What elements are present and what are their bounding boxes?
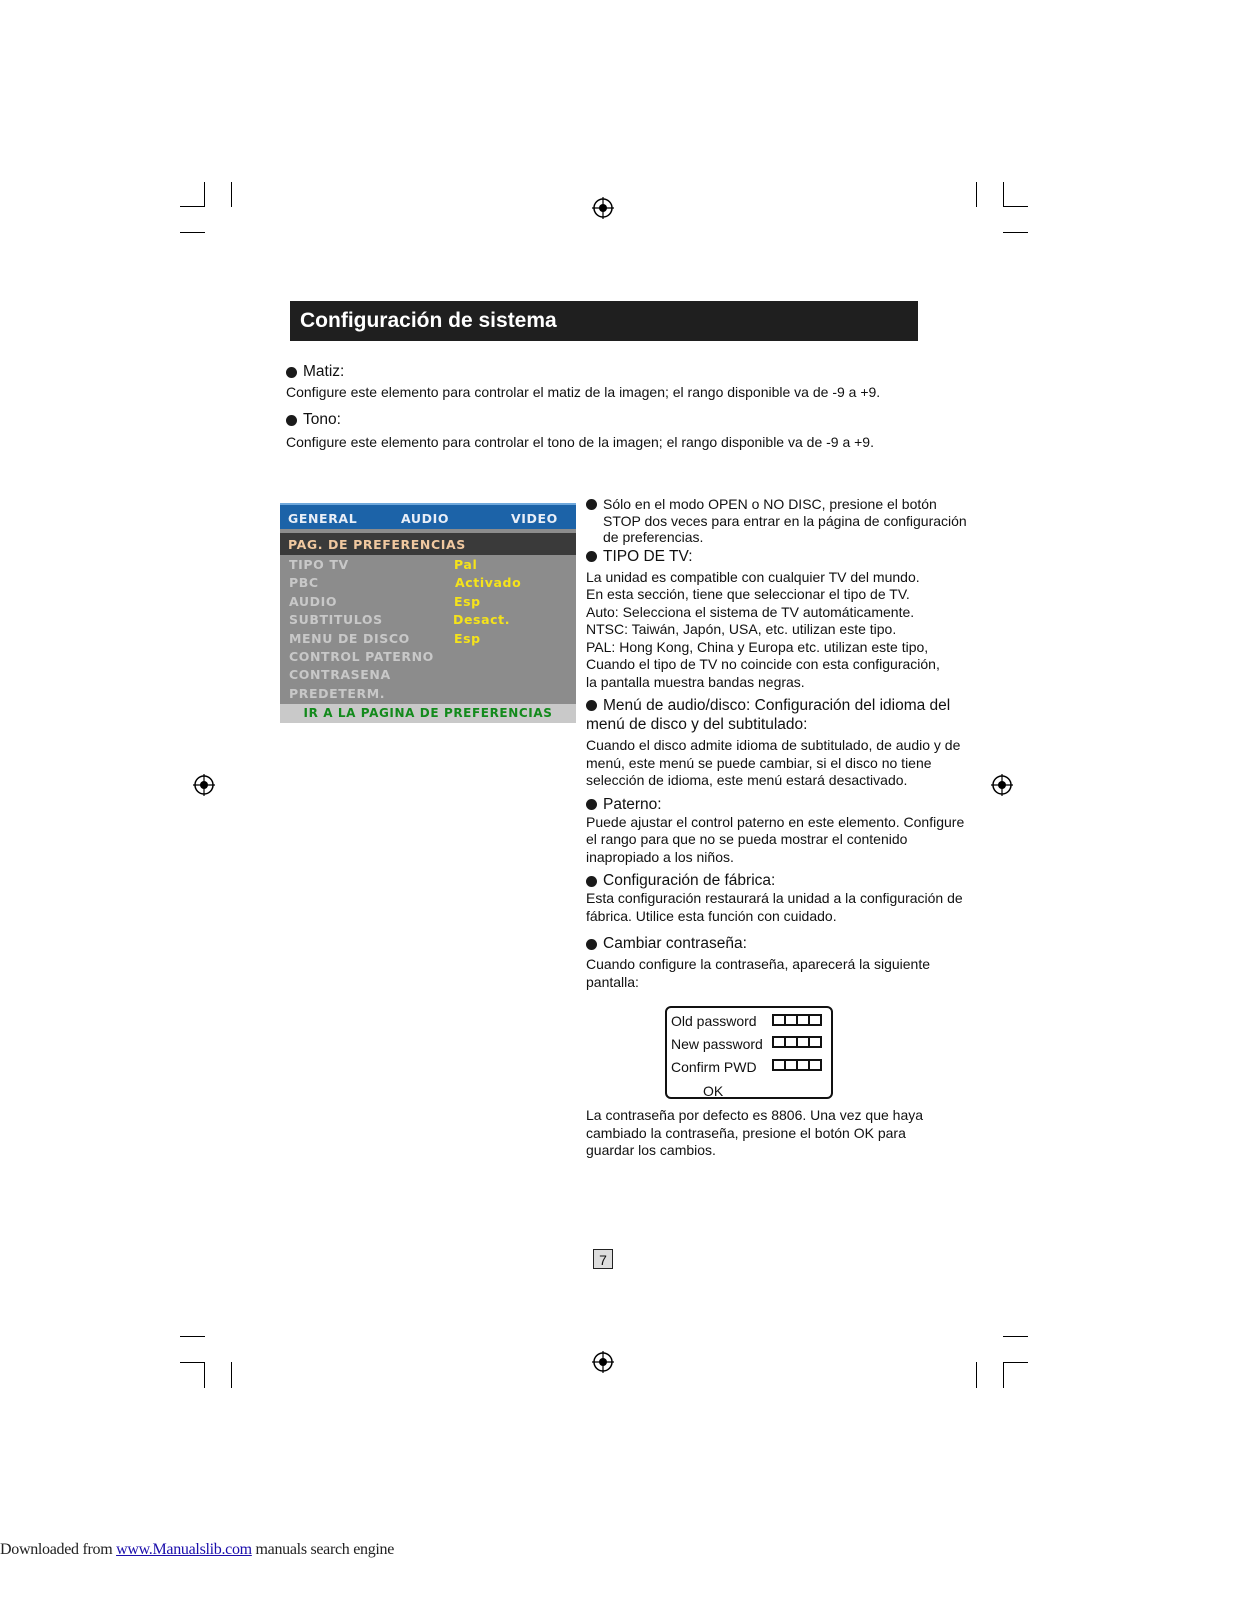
tv-line: En esta sección, tiene que seleccionar el tipo de TV. [586, 586, 910, 602]
osd-page-title [280, 533, 576, 555]
confirm-password-field[interactable] [772, 1059, 822, 1071]
osd-row-label: CONTRASENA [289, 667, 391, 682]
heading-text: Paterno: [603, 795, 662, 813]
osd-row-value: Activado [455, 575, 522, 590]
new-password-field[interactable] [772, 1036, 822, 1048]
bullet-icon [586, 876, 597, 887]
osd-row-label: AUDIO [289, 594, 338, 609]
registration-mark-icon [592, 197, 614, 219]
ok-button[interactable]: OK [703, 1083, 724, 1099]
fabrica-heading [586, 872, 971, 890]
heading-text: Cambiar contraseña: [603, 935, 747, 952]
registration-mark-icon [193, 774, 215, 796]
section-heading: Tono: [303, 411, 341, 428]
download-footer [0, 1541, 394, 1559]
tv-line: PAL: Hong Kong, China y Europa etc. utilizan este tipo, [586, 638, 929, 655]
crop-mark [180, 232, 205, 233]
tv-line: La unidad es compatible con cualquier TV del mundo. [586, 568, 920, 585]
new-password-label: New password [671, 1036, 763, 1052]
crop-mark [1003, 1362, 1028, 1363]
bullet-icon [586, 799, 597, 810]
bullet-icon [586, 551, 597, 562]
intro-paragraph [586, 496, 971, 546]
crop-mark [204, 182, 205, 207]
section-matiz [286, 363, 926, 402]
right-column [586, 496, 971, 991]
crop-mark [976, 182, 977, 207]
osd-tab-general: GENERAL [288, 511, 358, 526]
crop-mark [180, 1336, 205, 1337]
osd-row-label: PREDETERM. [289, 686, 386, 701]
section-text: Configure este elemento para controlar el tono de la imagen; el rango disponible va de -9 a +9. [286, 434, 874, 450]
tv-line: NTSC: Taiwán, Japón, USA, etc. utilizan este tipo. [586, 621, 897, 637]
osd-row-label: PBC [289, 575, 319, 590]
crop-mark [1003, 1362, 1004, 1388]
osd-tab-video: VIDEO [511, 511, 558, 526]
tv-type-list [586, 569, 971, 692]
bullet-icon [586, 499, 597, 510]
section-heading: Matiz: [303, 363, 345, 380]
tv-type-heading [586, 548, 971, 566]
osd-row-value: Pal [454, 557, 478, 572]
osd-tab-audio: AUDIO [401, 511, 450, 526]
tv-line: Auto: Selecciona el sistema de TV automáticamente. [586, 603, 915, 620]
bullet-icon [286, 367, 297, 378]
page-number: 7 [593, 1249, 613, 1269]
password-dialog [665, 1006, 833, 1099]
osd-menu-image [280, 503, 576, 723]
tv-line: Cuando el tipo de TV no coincide con esta configuración, [586, 656, 940, 672]
crop-mark [231, 1362, 232, 1388]
crop-mark [1003, 1336, 1028, 1337]
password-after-text: La contraseña por defecto es 8806. Una vez que haya cambiado la contraseña, presione el botón OK para guardar los cambios. [586, 1107, 924, 1158]
osd-footer: IR A LA PAGINA DE PREFERENCIAS [280, 704, 576, 723]
bullet-icon [586, 939, 597, 950]
osd-row-label: MENU DE DISCO [289, 631, 410, 646]
paterno-text: Puede ajustar el control paterno en este elemento. Configure el rango para que no se pueda mostrar el contenido inapropiado a los niños. [586, 813, 965, 865]
registration-mark-icon [592, 1351, 614, 1373]
fabrica-text: Esta configuración restaurará la unidad a la configuración de fábrica. Utilice esta función con cuidado. [586, 890, 963, 924]
crop-mark [976, 1362, 977, 1388]
crop-mark [180, 206, 205, 207]
osd-tab-bar [280, 503, 576, 529]
password-text: Cuando configure la contraseña, aparecerá la siguiente pantalla: [586, 956, 931, 990]
menu-text: Cuando el disco admite idioma de subtitulado, de audio y de menú, este menú se puede cambiar, si el disco no tiene selección de idioma, este menú estará desactivado. [586, 737, 961, 788]
section-tono [286, 411, 926, 452]
footer-suffix: manuals search engine [251, 1541, 395, 1558]
heading-text: TIPO DE TV: [603, 547, 693, 565]
heading-text: Configuración de fábrica: [603, 872, 776, 889]
old-password-field[interactable] [772, 1014, 822, 1026]
page-title: Configuración de sistema [290, 301, 918, 341]
crop-mark [231, 182, 232, 207]
footer-prefix: Downloaded from [0, 1541, 117, 1558]
old-password-label: Old password [671, 1013, 757, 1029]
bullet-icon [286, 415, 297, 426]
registration-mark-icon [991, 774, 1013, 796]
osd-row-value: Esp [454, 631, 481, 646]
tv-line: la pantalla muestra bandas negras. [586, 673, 805, 690]
password-heading [586, 935, 971, 953]
intro-text: Sólo en el modo OPEN o NO DISC, presione el botón STOP dos veces para entrar en la página de configuración de preferencias. [603, 496, 967, 545]
osd-page-title-text: PAG. DE PREFERENCIAS [288, 537, 466, 552]
crop-mark [1003, 232, 1028, 233]
menu-heading [586, 696, 971, 734]
osd-row-value: Desact. [453, 612, 511, 627]
crop-mark [1003, 182, 1004, 207]
paterno-heading [586, 796, 971, 814]
crop-mark [180, 1362, 205, 1363]
osd-row-label: CONTROL PATERNO [289, 649, 434, 664]
osd-row-label: TIPO TV [289, 557, 349, 572]
crop-mark [1003, 206, 1028, 207]
footer-link[interactable]: www.Manualslib.com [116, 1541, 252, 1558]
confirm-password-label: Confirm PWD [671, 1059, 757, 1075]
section-text: Configure este elemento para controlar el matiz de la imagen; el rango disponible va de -9 a +9. [286, 384, 881, 400]
heading-text: Menú de audio/disco: Configuración del idioma del menú de disco y del subtitulado: [586, 697, 951, 733]
osd-row-value: Esp [454, 594, 481, 609]
osd-row-label: SUBTITULOS [289, 612, 383, 627]
crop-mark [204, 1362, 205, 1388]
